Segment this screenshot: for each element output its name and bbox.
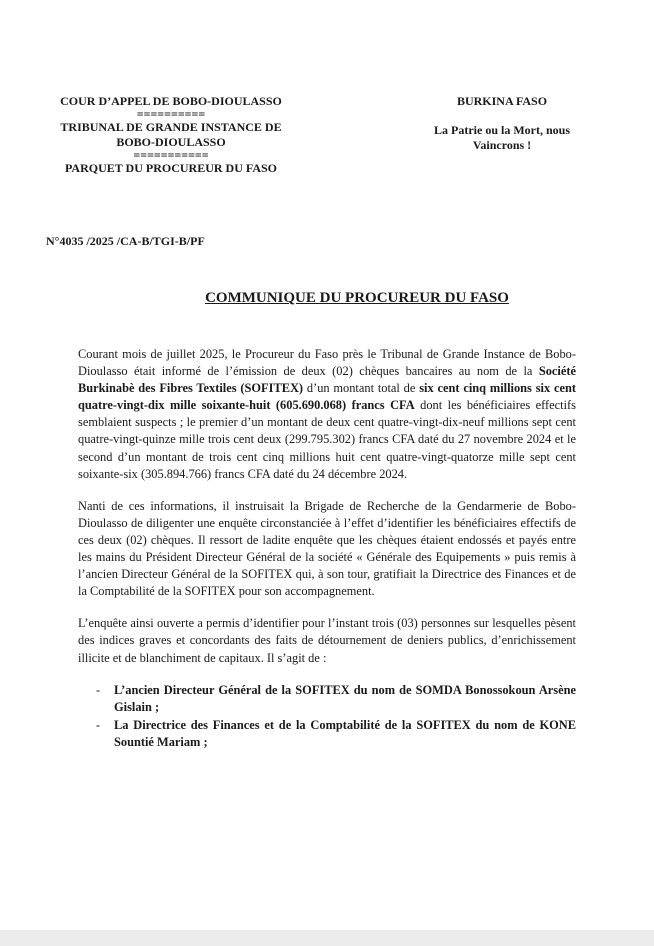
tribunal-name-line1: TRIBUNAL DE GRANDE INSTANCE DE bbox=[60, 120, 282, 134]
paragraph-3: L’enquête ainsi ouverte a permis d’identifier pour l’instant trois (03) personnes sur lesquelles pèsent des indices graves et concordants des faits de détournement de deniers publics, d’enrichissement illicite et de blanchiment de capitaux. Il s’agit de : bbox=[78, 616, 576, 665]
suspects-list bbox=[78, 682, 576, 751]
motto-line2: Vaincrons ! bbox=[472, 138, 532, 152]
reference-number: N°4035 /2025 /CA-B/TGI-B/PF bbox=[46, 234, 205, 248]
document-body bbox=[78, 346, 576, 752]
document-title: COMMUNIQUE DU PROCUREUR DU FASO bbox=[205, 290, 509, 306]
separator: ========== bbox=[136, 107, 206, 121]
p1-text-1: Courant mois de juillet 2025, le Procureur du Faso près le Tribunal de Grande Instance de Bobo-Dioulasso était informé de l’émission de deux (02) chèques bancaires au nom de la bbox=[78, 347, 576, 379]
page-bottom-edge bbox=[0, 930, 654, 946]
list-dash: - bbox=[96, 717, 101, 732]
p1-company-name: Société Burkinabè des Fibres Textiles (SOFITEX) bbox=[78, 364, 576, 396]
list-dash: - bbox=[96, 682, 101, 697]
p1-total-amount: six cent cinq millions six cent quatre-vingt-dix mille soixante-huit (605.690.068) francs CFA bbox=[78, 381, 576, 413]
list-item bbox=[78, 682, 576, 716]
list-item-text: L’ancien Directeur Général de la SOFITEX du nom de SOMDA Bonossokoun Arsène Gislain ; bbox=[114, 682, 576, 714]
parquet-name: PARQUET DU PROCUREUR DU FASO bbox=[64, 161, 277, 175]
p1-text-3: dont les bénéficiaires effectifs semblaient suspects ; le premier d’un montant de deux cent quatre-vingt-dix-neuf millions sept cent quatre-vingt-quinze mille trois cent deux (299.795.302) francs CFA daté du 27 novembre 2024 et le second d’un montant de trois cent cinq millions huit cent quatre-vingt-quatorze mille sept cent soixante-six (305.894.766) francs CFA daté du 24 décembre 2024. bbox=[78, 398, 576, 481]
motto-line1: La Patrie ou la Mort, nous bbox=[434, 123, 570, 137]
header-left-block bbox=[42, 94, 300, 176]
header-right-block bbox=[404, 94, 600, 153]
list-item-text: La Directrice des Finances et de la Comptabilité de la SOFITEX du nom de KONE Sountié Mariam ; bbox=[114, 717, 576, 749]
paragraph-2: Nanti de ces informations, il instruisait la Brigade de Recherche de la Gendarmerie de Bobo-Dioulasso de diligenter une enquête circonstanciée à l’effet d’identifier les bénéficiaires effectifs de ces deux (02) chèques. Il ressort de ladite enquête que les chèques étaient endossés et payés entre les mains du Président Directeur Général de la société « Générale des Equipements » puis remis à l’ancien Directeur Général de la SOFITEX qui, à son tour, gratifiait la Directrice des Finances et de la Comptabilité de la SOFITEX pour son accompagnement. bbox=[78, 498, 576, 599]
p1-text-2: d’un montant total de bbox=[303, 381, 420, 396]
list-item bbox=[78, 717, 576, 751]
separator: =========== bbox=[133, 148, 209, 162]
tribunal-name-line2: BOBO-DIOULASSO bbox=[116, 135, 226, 149]
paragraph-1 bbox=[78, 346, 576, 483]
country-name: BURKINA FASO bbox=[456, 94, 548, 108]
court-name: COUR D’APPEL DE BOBO-DIOULASSO bbox=[60, 94, 282, 108]
